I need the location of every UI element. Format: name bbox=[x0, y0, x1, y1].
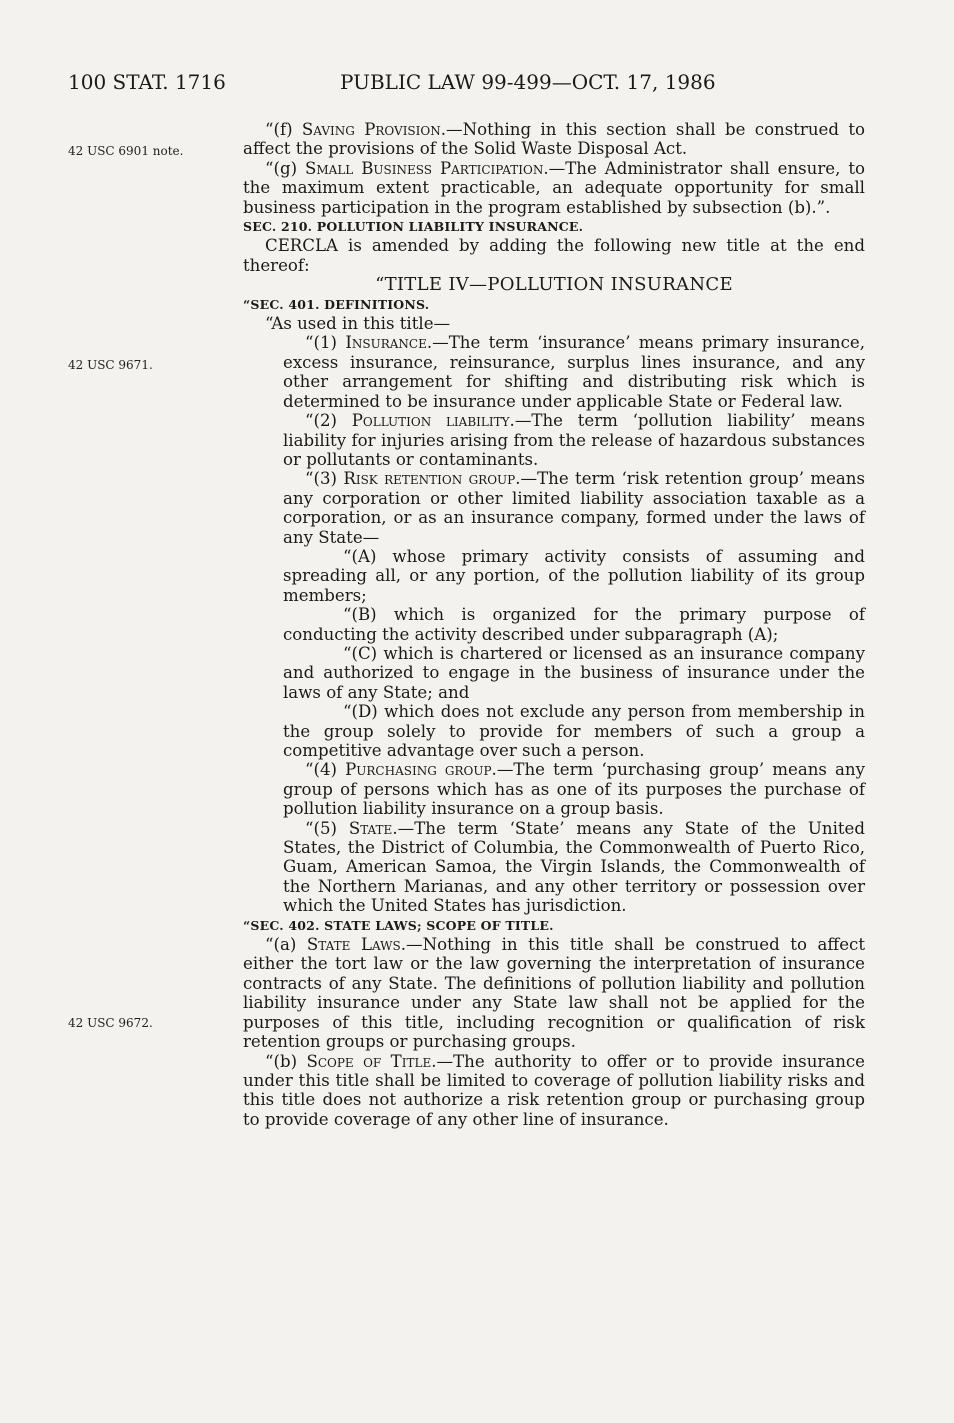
definition-3c: “(C) which is chartered or licensed as an insurance company and authorized to engage in the business of insurance under the laws of any State; and bbox=[283, 643, 865, 702]
paragraph-lead: “(g) bbox=[265, 158, 306, 178]
section-402-heading: “SEC. 402. STATE LAWS; SCOPE OF TITLE. bbox=[243, 917, 554, 933]
paragraph-lead: “(f) bbox=[265, 120, 302, 139]
definition-3a: “(A) whose primary activity consists of assuming and spreading all, or any portion, of the pollution liability of its group members; bbox=[283, 546, 865, 605]
paragraph-lead: “(3) bbox=[305, 469, 344, 489]
definition-state bbox=[243, 819, 865, 916]
paragraph-text: —Nothing in this section shall be construed to affect the provisions of the Solid Waste Disposal Act. bbox=[243, 120, 865, 159]
definition-3b: “(B) which is organized for the primary purpose of conducting the activity described under subparagraph (A); bbox=[283, 605, 865, 644]
public-law-title: PUBLIC LAW 99-499—OCT. 17, 1986 bbox=[340, 70, 716, 94]
paragraph-g bbox=[243, 159, 865, 217]
paragraph-text: —The term ‘insurance’ means primary insurance, excess insurance, reinsurance, surplus lines insurance, and any other arrangement for shifting and distributing risk which is determined to be insurance under applicable State or Federal law. bbox=[283, 333, 865, 411]
paragraph-lead: “(5) bbox=[305, 818, 349, 838]
paragraph-lead: “(1) bbox=[305, 333, 346, 353]
paragraph-text: —The term ‘State’ means any State of the United States, the District of Columbia, the Commonwealth of Puerto Rico, Guam, American Samoa, the Virgin Islands, the Commonwealth of the Northern Marianas, and any other territory or possession over which the United States has jurisdiction. bbox=[283, 818, 865, 916]
paragraph-lead: “(a) bbox=[265, 935, 307, 955]
paragraph-heading: Insurance. bbox=[345, 333, 433, 353]
document-body bbox=[243, 120, 865, 1129]
paragraph-f bbox=[243, 120, 865, 159]
paragraph-text: —The term ‘pollution liability’ means liability for injuries arising from the release of hazardous substances or pollutants or contaminants. bbox=[283, 411, 865, 469]
title-iv-heading: “TITLE IV—POLLUTION INSURANCE bbox=[375, 274, 733, 296]
definition-purchasing-group bbox=[243, 760, 865, 818]
paragraph-lead: “(b) bbox=[265, 1051, 307, 1071]
paragraph-text: —The term ‘purchasing group’ means any group of persons which has as one of its purposes the purchase of pollution liability insurance on a group basis. bbox=[283, 760, 865, 819]
paragraph-scope-of-title bbox=[243, 1052, 865, 1130]
page-header bbox=[68, 70, 888, 102]
definition-pollution-liability bbox=[243, 411, 865, 469]
paragraph-heading: Purchasing group. bbox=[345, 760, 497, 780]
paragraph-state-laws bbox=[243, 935, 865, 1051]
definition-3d: “(D) which does not exclude any person from membership in the group solely to provide for members of such a group a competitive advantage over such a person. bbox=[283, 702, 865, 760]
paragraph-text: —The term ‘risk retention group’ means any corporation or other limited liability association taxable as a corporation, or as an insurance company, formed under the laws of any State— bbox=[283, 469, 866, 547]
definition-risk-retention-group bbox=[243, 469, 865, 547]
paragraph-heading: State. bbox=[348, 818, 398, 838]
margin-note-usc-9672: 42 USC 9672. bbox=[68, 1016, 153, 1030]
paragraph-heading: Saving Provision. bbox=[301, 120, 447, 139]
section-210-heading: SEC. 210. POLLUTION LIABILITY INSURANCE. bbox=[243, 219, 584, 235]
cercla-paragraph: CERCLA is amended by adding the following new title at the end thereof: bbox=[243, 236, 865, 275]
section-401-heading: “SEC. 401. DEFINITIONS. bbox=[243, 296, 430, 312]
margin-note-usc-6901: 42 USC 6901 note. bbox=[68, 144, 184, 158]
paragraph-text: —The authority to offer or to provide insurance under this title shall be limited to coverage of pollution liability risks and this title does not authorize a risk retention group or purchasing group to provide coverage of any other line of insurance. bbox=[243, 1051, 866, 1129]
paragraph-heading: Risk retention group. bbox=[343, 469, 521, 489]
paragraph-heading: Scope of Title. bbox=[306, 1051, 437, 1071]
definition-insurance bbox=[243, 333, 865, 411]
stat-citation: 100 STAT. 1716 bbox=[68, 70, 226, 94]
paragraph-lead: “(4) bbox=[305, 760, 346, 780]
paragraph-heading: Small Business Participation. bbox=[305, 158, 549, 178]
paragraph-lead: “(2) bbox=[305, 411, 352, 431]
paragraph-text: —The Administrator shall ensure, to the maximum extent practicable, an adequate opportunity for small business participation in the program established by subsection (b).”. bbox=[243, 158, 865, 217]
as-used-paragraph: “As used in this title— bbox=[265, 314, 451, 334]
paragraph-text: —Nothing in this title shall be construed to affect either the tort law or the law governing the interpretation of insurance contracts of any State. The definitions of pollution liability and pollution liability insurance under any State law shall not be applied for the purposes of this title, including recognition or qualification of risk retention groups or purchasing groups. bbox=[243, 935, 865, 1052]
paragraph-heading: State Laws. bbox=[306, 935, 406, 955]
paragraph-heading: Pollution liability. bbox=[351, 411, 515, 431]
margin-note-usc-9671: 42 USC 9671. bbox=[68, 358, 153, 372]
